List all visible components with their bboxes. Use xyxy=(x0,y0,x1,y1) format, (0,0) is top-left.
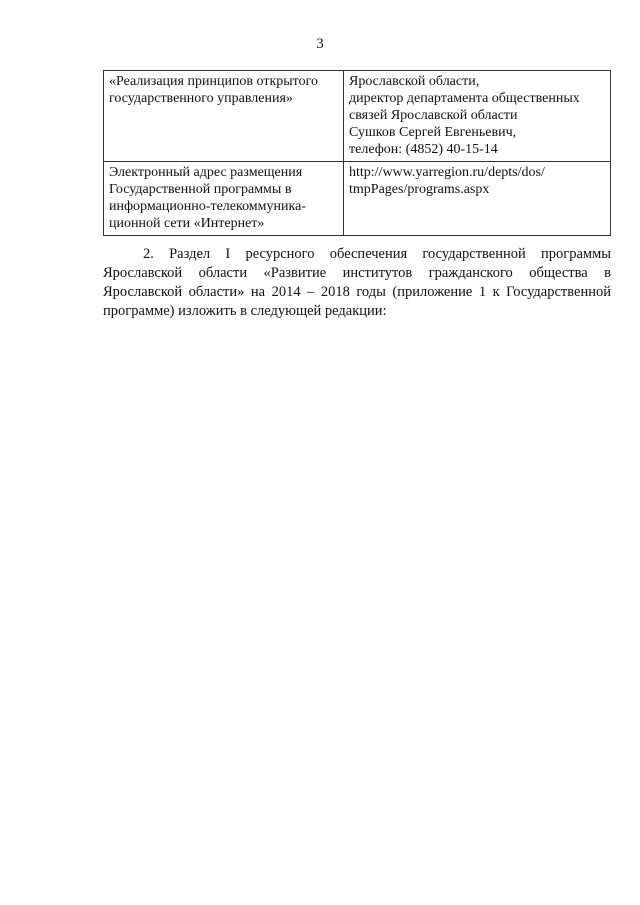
cell-url-line: http://www.yarregion.ru/depts/dos/ xyxy=(349,165,545,180)
table-row xyxy=(104,71,611,162)
table-cell-contact xyxy=(344,71,611,162)
cell-text-line: информационно-телекоммуника- xyxy=(109,199,306,214)
cell-text-line: телефон: (4852) 40-15-14 xyxy=(349,142,498,157)
page-number: 3 xyxy=(316,36,324,52)
cell-text-line: «Реализация принципов открытого xyxy=(109,74,319,89)
cell-text-line: Электронный адрес размещения xyxy=(109,165,303,180)
table-cell-url xyxy=(344,162,611,236)
cell-text-line: Ярославской области, xyxy=(349,74,480,89)
paragraph-line: программе) изложить в следующей редакции: xyxy=(103,303,387,319)
table-cell-address-label xyxy=(104,162,344,236)
paragraph-line: Ярославской области» на 2014 – 2018 годы (приложение 1 к Государственной xyxy=(103,284,611,300)
cell-text-line: связей Ярославской области xyxy=(349,108,518,123)
cell-text-line: Государственной программы в xyxy=(109,182,292,197)
paragraph-line: Ярославской области «Развитие институтов гражданского общества в xyxy=(103,265,611,281)
cell-text-line: директор департамента общественных xyxy=(349,91,580,106)
cell-text-line: государственного управления» xyxy=(109,91,293,106)
program-info-table xyxy=(103,70,611,236)
paragraph-line: 2. Раздел I ресурсного обеспечения государственной программы xyxy=(143,246,611,262)
cell-text-line: Сушков Сергей Евгеньевич, xyxy=(349,125,517,140)
cell-text-line: ционной сети «Интернет» xyxy=(109,216,265,231)
cell-url-line: tmpPages/programs.aspx xyxy=(349,182,490,197)
body-paragraph xyxy=(103,245,611,321)
table-cell-program-name xyxy=(104,71,344,162)
table-row xyxy=(104,162,611,236)
